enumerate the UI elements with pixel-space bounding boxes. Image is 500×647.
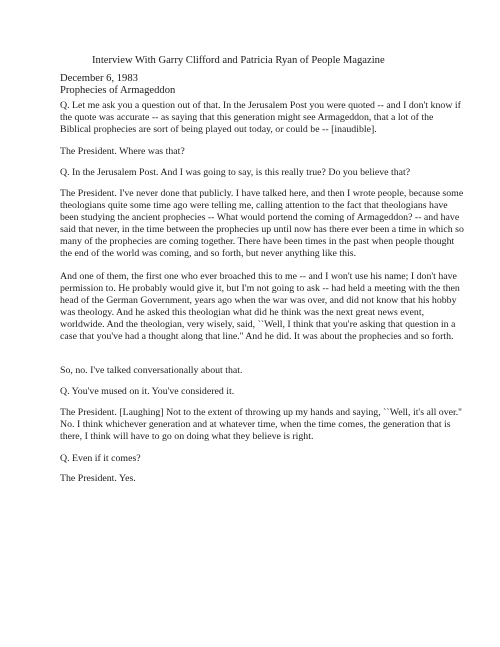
document-subject: Prophecies of Armageddon bbox=[60, 85, 176, 96]
paragraph-president-laughing: The President. [Laughing] Not to the extent of throwing up my hands and saying, ``Well, it's all over.'' No. I think whichever generation and at whatever time, when the time comes, the generation that is there, I think will have to go on doing what they believe is right. bbox=[60, 407, 462, 443]
paragraph-question-mused: Q. You've mused on it. You've considered it. bbox=[60, 386, 235, 397]
paragraph-president-yes: The President. Yes. bbox=[60, 473, 136, 484]
paragraph-german-government: And one of them, the first one who ever broached this to me -- and I won't use his name; I don't have permission to. He probably would give it, but I'm not going to ask -- had held a meeting with the then head of the German Government, years ago when the war was over, and did not know that his hobby was theology. And he asked this theologian what did he think was the next great news event, worldwide. And the theologian, very wisely, said, ``Well, I think that you're asking that question in a case that you've had a thought along that line.'' And he did. It was about the prophecies and so forth. bbox=[60, 271, 460, 343]
paragraph-question-even-if: Q. Even if it comes? bbox=[60, 453, 141, 464]
document-date: December 6, 1983 bbox=[60, 73, 138, 84]
paragraph-talked-conversationally: So, no. I've talked conversationally about that. bbox=[60, 365, 243, 376]
paragraph-president-where: The President. Where was that? bbox=[60, 146, 185, 157]
paragraph-president-theologians: The President. I've never done that publicly. I have talked here, and then I wrote people, because some theologians quite some time ago were telling me, calling attention to the fact that theologians have been studying the ancient prophecies -- What would portend the coming of Armageddon? -- and have said that never, in the time between the prophecies up until now has there ever been a time in which so many of the prophecies are coming together. There have been times in the past when people thought the end of the world was coming, and so forth, but never anything like this. bbox=[60, 188, 464, 260]
document-title: Interview With Garry Clifford and Patricia Ryan of People Magazine bbox=[92, 55, 385, 66]
paragraph-question-believe: Q. In the Jerusalem Post. And I was going to say, is this really true? Do you believe that? bbox=[60, 167, 411, 178]
paragraph-question-jerusalem-post: Q. Let me ask you a question out of that. In the Jerusalem Post you were quoted -- and I don't know if the quote was accurate -- as saying that this generation might see Armageddon, that a lot of the Biblical prophecies are sort of being played out today, or could be -- [inaudible]. bbox=[60, 100, 461, 136]
